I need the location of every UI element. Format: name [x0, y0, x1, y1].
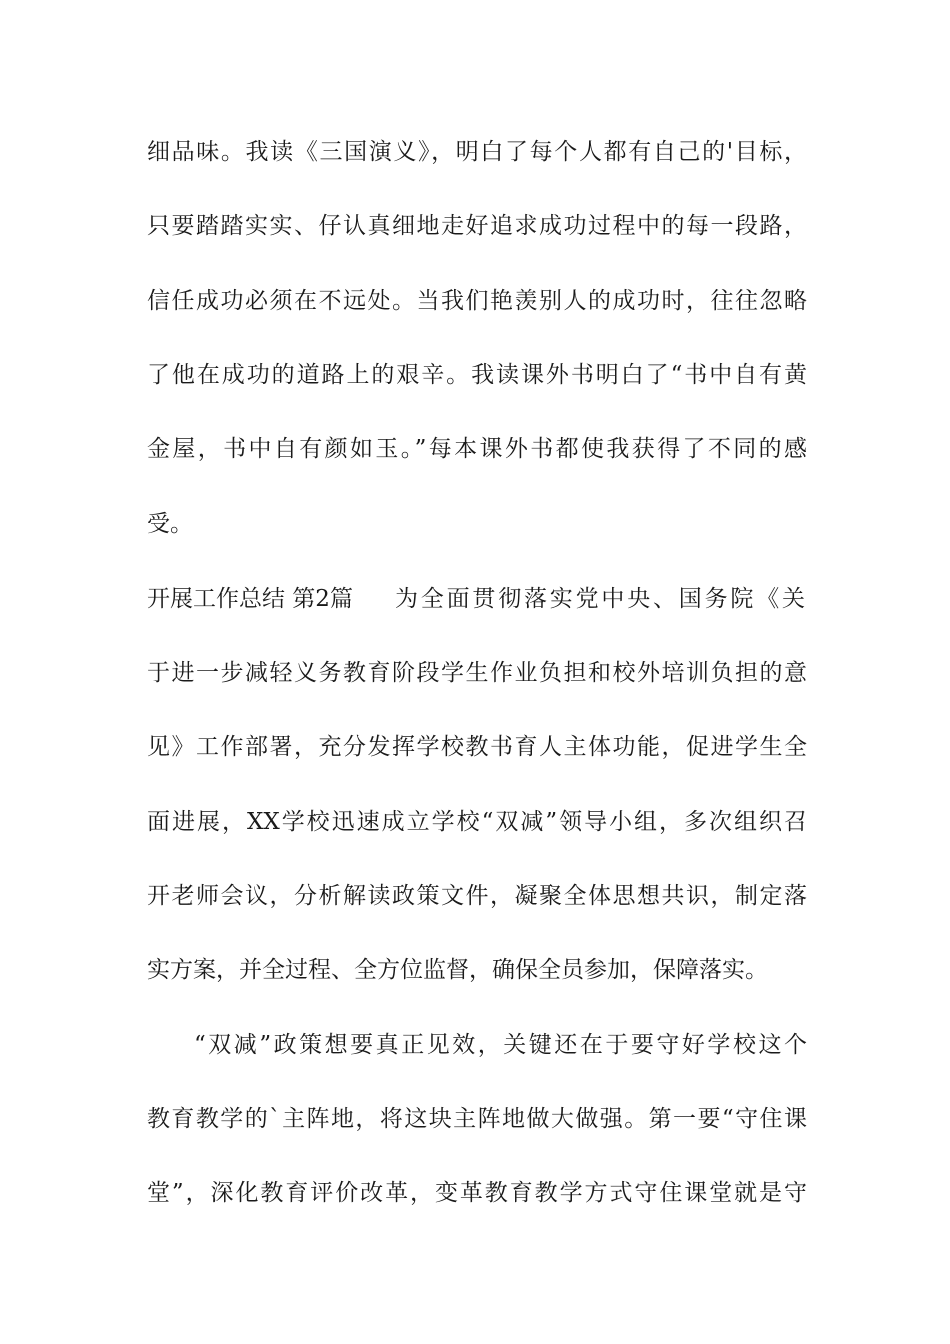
- paragraph-line: 细品味。我读《三国演义》，明白了每个人都有自己的'目标，: [147, 139, 807, 165]
- paragraph-line: 面进展，XX学校迅速成立学校“双减”领导小组，多次组织召: [147, 809, 807, 835]
- paragraph-line: 只要踏踏实实、仔认真细地走好追求成功过程中的每一段路，: [147, 213, 807, 239]
- paragraph-line: 于进一步减轻义务教育阶段学生作业负担和校外培训负担的意: [147, 660, 807, 686]
- paragraph-line: 信任成功必须在不远处。当我们艳羡别人的成功时，往往忽略: [147, 288, 807, 314]
- paragraph-line: 教育教学的`主阵地，将这块主阵地做大做强。第一要“守住课: [147, 1106, 807, 1132]
- paragraph-line: 了他在成功的道路上的艰辛。我读课外书明白了“书中自有黄: [147, 362, 807, 388]
- paragraph-line: 受。: [147, 511, 193, 537]
- section-heading-line: [147, 579, 807, 619]
- paragraph-line: “双减”政策想要真正见效，关键还在于要守好学校这个: [194, 1032, 807, 1058]
- paragraph-line: 为全面贯彻落实党中央、国务院《关: [395, 586, 805, 612]
- paragraph-line: 开老师会议，分析解读政策文件，凝聚全体思想共识，制定落: [147, 883, 807, 909]
- section-title: 开展工作总结 第2篇: [147, 586, 353, 612]
- paragraph-line: 见》工作部署，充分发挥学校教书育人主体功能，促进学生全: [147, 734, 807, 760]
- paragraph-line: 堂”，深化教育评价改革，变革教育教学方式守住课堂就是守: [147, 1180, 807, 1206]
- paragraph-line: 实方案，并全过程、全方位监督，确保全员参加，保障落实。: [147, 957, 768, 983]
- paragraph-line: 金屋，书中自有颜如玉。”每本课外书都使我获得了不同的感: [147, 436, 807, 462]
